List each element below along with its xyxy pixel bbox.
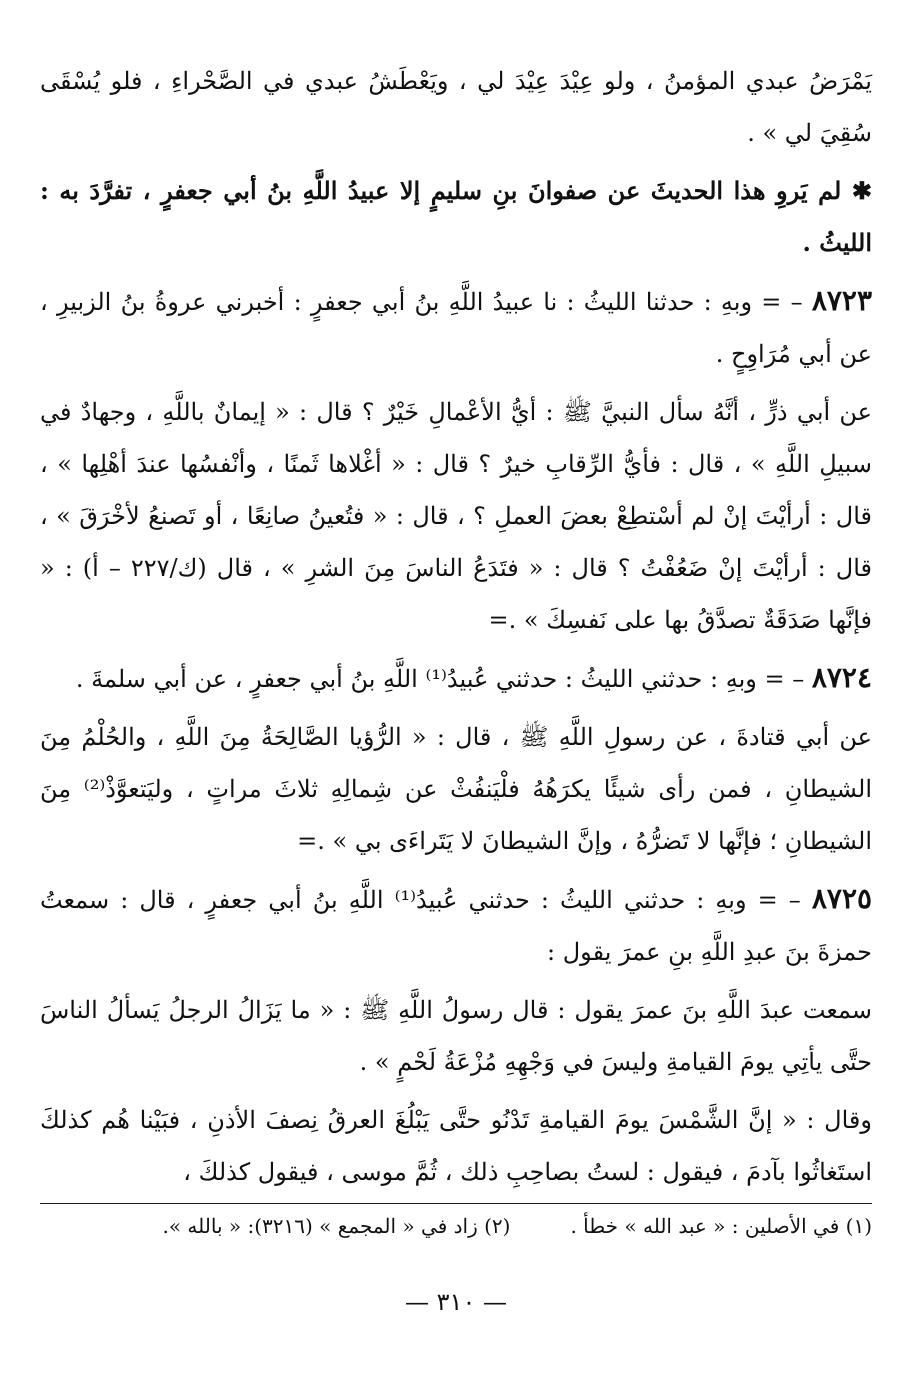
hadith-8724-text: عن أبي قتادةَ ، عن رسولِ اللَّهِ ﷺ ، قال : « الرُّؤيا الصَّالِحَةُ مِنَ اللَّهِ ، والحُلْمُ مِنَ الشيطانِ ، فمن رأى شيئًا يكرَهُهُ فلْيَنفُثْ عن شِمالِهِ ثلاثَ مراتٍ ، وليَتعوَّذْ⁽²⁾ مِنَ الشيطانِ ؛ فإنَّها لا تَضرُّهُ ، وإنَّ الشيطانَ لا يَتَراءَى بي » .= [40,723,872,855]
hadith-number: ٨٧٢٣ [811,284,872,317]
hadith-8725-text: سمعت عبدَ اللَّهِ بنَ عمرَ يقول : قال رسولُ اللَّهِ ﷺ : « ما يَزَالُ الرجلُ يَسألُ الناسَ حتَّى يأتِي يومَ القيامةِ وليسَ في وَجْهِهِ مُزْعَةُ لَحْمٍ » . [40,996,872,1076]
page-number: — ٣١٠ — [405,1288,507,1316]
paragraph-1-text: يَمْرَضُ عبدي المؤمنُ ، ولو عِيْدَ عِيْدَ لي ، ويَعْطَشُ عبدي في الصَّحْراءِ ، فلو يُسْقَى سُقِيَ لي » . [40,67,872,147]
hadith-8725-continuation-text: وقال : « إنَّ الشَّمْسَ يومَ القيامةِ تَدْنُو حتَّى يَبْلُغَ العرقُ نِصفَ الأذنِ ، فبَيْنا هُم كذلكَ استَغاثُوا بآدمَ ، فيقول : لستُ بصاحِبِ ذلك ، ثُمَّ موسى ، فيقول كذلكَ ، [40,1106,872,1186]
hadith-8724-chain: – = وبهِ : حدثني الليثُ : حدثني عُبيدُ⁽¹⁾ اللَّهِ بنُ أبي جعفرٍ ، عن أبي سلمةَ . [75,665,805,693]
paragraph-1 [40,55,872,159]
hadith-8725-continuation [40,1094,872,1198]
hadith-8725-chain: – = وبهِ : حدثني الليثُ : حدثني عُبيدُ⁽¹⁾ اللَّهِ بنُ أبي جعفرٍ ، قال : سمعتُ حمزةَ بنَ عبدِ اللَّهِ بنِ عمرَ يقول : [40,886,872,966]
hadith-8723 [40,275,872,380]
hadith-8723-body [40,386,872,646]
hadith-8724 [40,652,872,705]
hadith-8723-text: عن أبي ذرٍّ ، أنَّهُ سأل النبيَّ ﷺ : أيُّ الأعْمالِ خَيْرٌ ؟ قال : « إيمانٌ باللَّهِ ، وجهادٌ في سبيلِ اللَّهِ » ، قال : فأيُّ الرِّقابِ خيرٌ ؟ قال : « أغْلاها ثَمنًا ، وأنْفسُها عندَ أهْلِها » ، قال : أرأيْتَ إنْ لم أسْتطِعْ بعضَ العملِ ؟ ، قال : « فتُعينُ صانِعًا ، أو تَصنعُ لأخْرَقَ » ، قال : أرأيْتَ إنْ ضَعُفْتُ ؟ قال : « فتَدَعُ الناسَ مِنَ الشرِ » ، قال (ك/٢٢٧ – أ) : « فإنَّها صَدَقَةٌ تصدَّقُ بها على نَفسِكَ » .= [40,398,872,634]
paragraph-2-text: لم يَروِ هذا الحديثَ عن صفوانَ بنِ سليمٍ إلا عبيدُ اللَّهِ بنُ أبي جعفرٍ ، تفرَّدَ به : الليثُ . [40,176,872,257]
hadith-8724-body [40,711,872,867]
hadith-number: ٨٧٢٥ [811,882,873,915]
footnote-1: (١) في الأصلين : « عبد الله » خطأ . [570,1214,872,1238]
hadith-8725-body [40,984,872,1088]
asterisk-icon: ✱ [841,176,872,205]
paragraph-2-note [40,165,872,269]
footnote-2: (٢) زاد في « المجمع » (٣٢١٦): « بالله ». [162,1214,511,1238]
hadith-8725 [40,873,872,978]
hadith-8723-chain: – = وبهِ : حدثنا الليثُ : نا عبيدُ اللَّهِ بنُ أبي جعفرٍ : أخبرني عروةُ بنُ الزبيرِ ، عن أبي مُرَاوِحٍ . [40,288,872,368]
hadith-number: ٨٧٢٤ [811,661,872,694]
footnote-divider [40,1203,872,1204]
page-body [40,55,872,1204]
footnotes [40,1214,872,1238]
